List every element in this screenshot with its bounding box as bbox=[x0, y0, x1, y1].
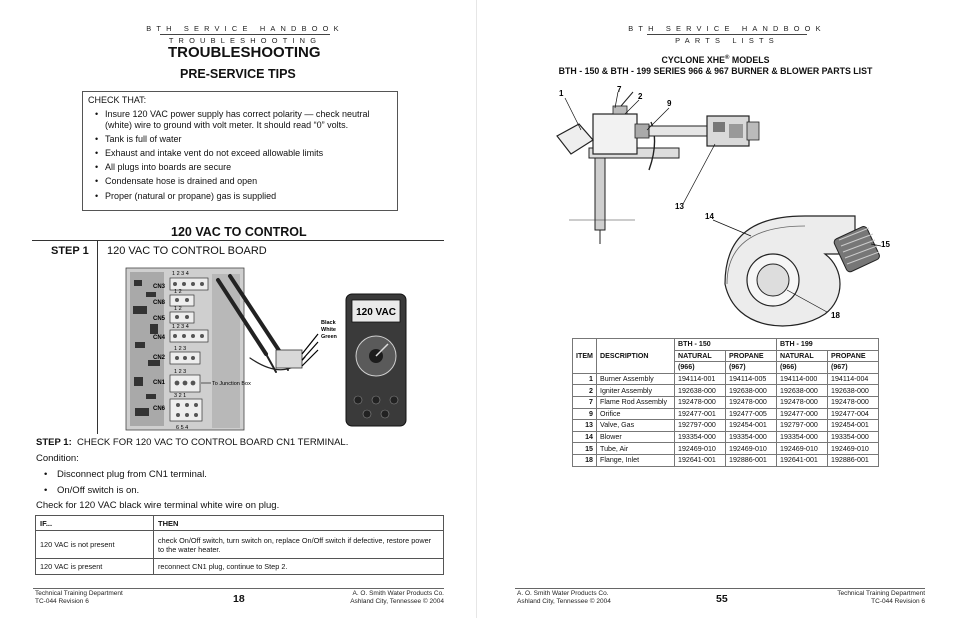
running-head-rule bbox=[647, 34, 807, 35]
part-number: 192477-001 bbox=[675, 408, 726, 420]
wire-label: White bbox=[321, 327, 336, 333]
burner-tube bbox=[595, 158, 605, 230]
condition-item: • On/Off switch is on. bbox=[44, 485, 207, 496]
connector-label: CN8 bbox=[153, 300, 166, 306]
part-number: 192469-010 bbox=[726, 443, 777, 455]
parts-table bbox=[572, 338, 879, 467]
pin-label: 1 2 3 bbox=[174, 369, 187, 375]
part-number: 192477-000 bbox=[777, 408, 828, 420]
item-number: 13 bbox=[573, 420, 597, 432]
orifice bbox=[635, 124, 649, 138]
connector-label: CN3 bbox=[153, 284, 166, 290]
footer-line: Technical Training Department bbox=[35, 590, 123, 597]
pin-label: 1 2 bbox=[174, 306, 182, 312]
footer-line: TC-044 Revision 6 bbox=[35, 598, 89, 605]
checklist bbox=[88, 109, 392, 201]
part-description: Igniter Assembly bbox=[597, 385, 675, 397]
parts-table-body bbox=[573, 373, 879, 466]
part-number: 193354-000 bbox=[828, 431, 879, 443]
part-description: Blower bbox=[597, 431, 675, 443]
parts-title-line2: BTH - 150 & BTH - 199 SERIES 966 & 967 BURNER & BLOWER PARTS LIST bbox=[558, 66, 873, 76]
part-number: 192469-010 bbox=[675, 443, 726, 455]
footer-line: A. O. Smith Water Products Co. bbox=[352, 590, 444, 597]
part-number: 192638-000 bbox=[777, 385, 828, 397]
column-header: NATURAL bbox=[675, 350, 726, 362]
section-head: PARTS LISTS bbox=[675, 36, 779, 45]
footer-left bbox=[35, 590, 123, 606]
callout-label: 15 bbox=[881, 240, 890, 249]
part-description: Flame Rod Assembly bbox=[597, 396, 675, 408]
page-title: TROUBLESHOOTING bbox=[168, 44, 321, 61]
cn1-plug bbox=[276, 350, 302, 368]
part-number: 194114-004 bbox=[828, 373, 879, 385]
part-number: 193354-000 bbox=[675, 431, 726, 443]
footer-line: Technical Training Department bbox=[837, 590, 925, 597]
part-number: 192477-004 bbox=[828, 408, 879, 420]
table-cell: check On/Off switch, turn switch on, replace On/Off switch if defective, restore power to the water heater. bbox=[154, 531, 444, 559]
connector-label: CN5 bbox=[153, 316, 166, 322]
pin-label: 1 2 3 bbox=[174, 346, 187, 352]
callout-label: 2 bbox=[638, 92, 643, 101]
callout-label: 9 bbox=[667, 99, 672, 108]
column-header: THEN bbox=[154, 516, 444, 531]
part-number: 192454-001 bbox=[726, 420, 777, 432]
control-board-diagram bbox=[100, 262, 444, 432]
part-number: 192478-000 bbox=[777, 396, 828, 408]
condition-label: Condition: bbox=[36, 453, 79, 464]
item-number: 9 bbox=[573, 408, 597, 420]
part-number: 193354-000 bbox=[777, 431, 828, 443]
callout-label: 7 bbox=[617, 85, 622, 94]
gas-pipe bbox=[649, 126, 709, 136]
checklist-heading: CHECK THAT: bbox=[88, 95, 147, 105]
pin-label: 6 5 4 bbox=[176, 425, 189, 431]
callout-label: 13 bbox=[675, 202, 684, 211]
check-instruction: Check for 120 VAC black wire terminal white wire on plug. bbox=[36, 500, 280, 511]
if-then-table bbox=[35, 515, 444, 575]
checklist-item: • All plugs into boards are secure bbox=[88, 162, 392, 173]
pin-label: 1 2 bbox=[174, 289, 182, 295]
part-number: 192638-000 bbox=[828, 385, 879, 397]
table-row bbox=[36, 559, 444, 575]
wire-label: Green bbox=[321, 334, 337, 340]
footer-rule bbox=[515, 588, 925, 589]
table-header-row bbox=[573, 339, 879, 351]
footer-line: A. O. Smith Water Products Co. bbox=[517, 590, 609, 597]
column-header: (967) bbox=[726, 362, 777, 374]
connector-label: CN6 bbox=[153, 406, 166, 412]
part-description: Valve, Gas bbox=[597, 420, 675, 432]
registered-mark: ® bbox=[725, 55, 730, 62]
section-title: 120 VAC TO CONTROL bbox=[171, 225, 307, 239]
page-number: 18 bbox=[233, 593, 245, 605]
table-row bbox=[573, 454, 879, 466]
column-header: (966) bbox=[777, 362, 828, 374]
column-header: IF... bbox=[36, 516, 154, 531]
part-description: Flange, Inlet bbox=[597, 454, 675, 466]
column-header: (967) bbox=[828, 362, 879, 374]
footer-right bbox=[810, 590, 925, 606]
item-number: 18 bbox=[573, 454, 597, 466]
part-number: 194114-005 bbox=[726, 373, 777, 385]
running-head: BTH SERVICE HANDBOOK bbox=[628, 24, 826, 33]
table-row bbox=[36, 531, 444, 559]
step1-instruction bbox=[36, 437, 348, 448]
condition-item: • Disconnect plug from CN1 terminal. bbox=[44, 469, 207, 480]
callout-label: 14 bbox=[705, 212, 714, 221]
connector-label: CN2 bbox=[153, 355, 166, 361]
running-head: BTH SERVICE HANDBOOK bbox=[146, 24, 344, 33]
pre-service-checklist bbox=[82, 91, 398, 211]
item-number: 1 bbox=[573, 373, 597, 385]
part-number: 192454-001 bbox=[828, 420, 879, 432]
burner-blower-illustration bbox=[555, 84, 905, 334]
column-header: PROPANE bbox=[828, 350, 879, 362]
column-header: (966) bbox=[675, 362, 726, 374]
table-cell: 120 VAC is present bbox=[36, 559, 154, 575]
footer-line: TC-044 Revision 6 bbox=[871, 598, 925, 605]
parts-title-line1 bbox=[477, 55, 954, 65]
step-rule bbox=[32, 240, 444, 241]
column-header: ITEM bbox=[573, 339, 597, 374]
table-row bbox=[573, 385, 879, 397]
table-row bbox=[573, 443, 879, 455]
column-header: DESCRIPTION bbox=[597, 339, 675, 374]
page-subtitle: PRE-SERVICE TIPS bbox=[180, 67, 296, 81]
step1-text: CHECK FOR 120 VAC TO CONTROL BOARD CN1 TERMINAL. bbox=[77, 437, 349, 448]
table-header-row bbox=[36, 516, 444, 531]
step-label: STEP 1 bbox=[51, 245, 89, 257]
step-divider bbox=[97, 241, 98, 434]
connector-label: CN4 bbox=[153, 335, 166, 341]
part-number: 192478-000 bbox=[675, 396, 726, 408]
table-row bbox=[573, 408, 879, 420]
step1-lead: STEP 1: bbox=[36, 437, 72, 448]
checklist-item: • Condensate hose is drained and open bbox=[88, 176, 392, 187]
table-cell: 120 VAC is not present bbox=[36, 531, 154, 559]
part-number: 192797-000 bbox=[777, 420, 828, 432]
part-number: 192641-001 bbox=[777, 454, 828, 466]
page-number: 55 bbox=[716, 593, 728, 605]
footer-line: Ashland City, Tennessee © 2004 bbox=[517, 598, 611, 605]
section-head: TROUBLESHOOTING bbox=[168, 36, 322, 45]
burner-inlet bbox=[557, 124, 593, 154]
footer-right bbox=[330, 590, 444, 606]
meter-reading: 120 VAC bbox=[356, 307, 396, 318]
part-number: 192478-000 bbox=[828, 396, 879, 408]
pin-label: 1 2 3 4 bbox=[172, 271, 189, 277]
part-number: 193354-000 bbox=[726, 431, 777, 443]
part-number: 192797-000 bbox=[675, 420, 726, 432]
group-header: BTH - 150 bbox=[675, 339, 777, 351]
running-head-rule bbox=[160, 34, 330, 35]
item-number: 14 bbox=[573, 431, 597, 443]
part-number: 192477-005 bbox=[726, 408, 777, 420]
part-number: 192886-001 bbox=[828, 454, 879, 466]
footer-left bbox=[517, 590, 611, 606]
part-number: 192638-000 bbox=[675, 385, 726, 397]
part-number: 192469-010 bbox=[828, 443, 879, 455]
part-number: 192638-000 bbox=[726, 385, 777, 397]
item-number: 7 bbox=[573, 396, 597, 408]
checklist-item: • Exhaust and intake vent do not exceed allowable limits bbox=[88, 148, 392, 159]
junction-label: To Junction Box bbox=[212, 381, 251, 387]
column-header: NATURAL bbox=[777, 350, 828, 362]
connector-label: CN1 bbox=[153, 380, 166, 386]
model-name: CYCLONE XHE bbox=[661, 55, 726, 65]
model-suffix: MODELS bbox=[729, 55, 770, 65]
part-number: 194114-000 bbox=[777, 373, 828, 385]
condition-list bbox=[44, 469, 207, 501]
column-header: PROPANE bbox=[726, 350, 777, 362]
part-number: 192478-000 bbox=[726, 396, 777, 408]
pin-label: 3 2 1 bbox=[174, 393, 187, 399]
pin-label: 1 2 3 4 bbox=[172, 324, 189, 330]
part-number: 192886-001 bbox=[726, 454, 777, 466]
item-number: 2 bbox=[573, 385, 597, 397]
callout-label: 1 bbox=[559, 89, 564, 98]
table-cell: reconnect CN1 plug, continue to Step 2. bbox=[154, 559, 444, 575]
table-row bbox=[573, 396, 879, 408]
item-number: 15 bbox=[573, 443, 597, 455]
checklist-item: • Insure 120 VAC power supply has correct polarity — check neutral (white) wire to ground with volt meter. It should read “0” volts. bbox=[88, 109, 392, 130]
footer-rule bbox=[33, 588, 444, 589]
checklist-item: • Tank is full of water bbox=[88, 134, 392, 145]
part-number: 194114-001 bbox=[675, 373, 726, 385]
part-number: 192641-001 bbox=[675, 454, 726, 466]
burner-body bbox=[593, 114, 637, 154]
table-row bbox=[573, 420, 879, 432]
step-description: 120 VAC TO CONTROL BOARD bbox=[107, 245, 267, 257]
checklist-item: • Proper (natural or propane) gas is supplied bbox=[88, 191, 392, 202]
part-description: Tube, Air bbox=[597, 443, 675, 455]
wire-label: Black bbox=[321, 320, 336, 326]
callout-label: 18 bbox=[831, 311, 840, 320]
group-header: BTH - 199 bbox=[777, 339, 879, 351]
part-description: Burner Assembly bbox=[597, 373, 675, 385]
part-number: 192469-010 bbox=[777, 443, 828, 455]
footer-line: Ashland City, Tennessee © 2004 bbox=[350, 598, 444, 605]
part-description: Orifice bbox=[597, 408, 675, 420]
table-row bbox=[573, 373, 879, 385]
table-row bbox=[573, 431, 879, 443]
board-edge bbox=[212, 274, 240, 428]
